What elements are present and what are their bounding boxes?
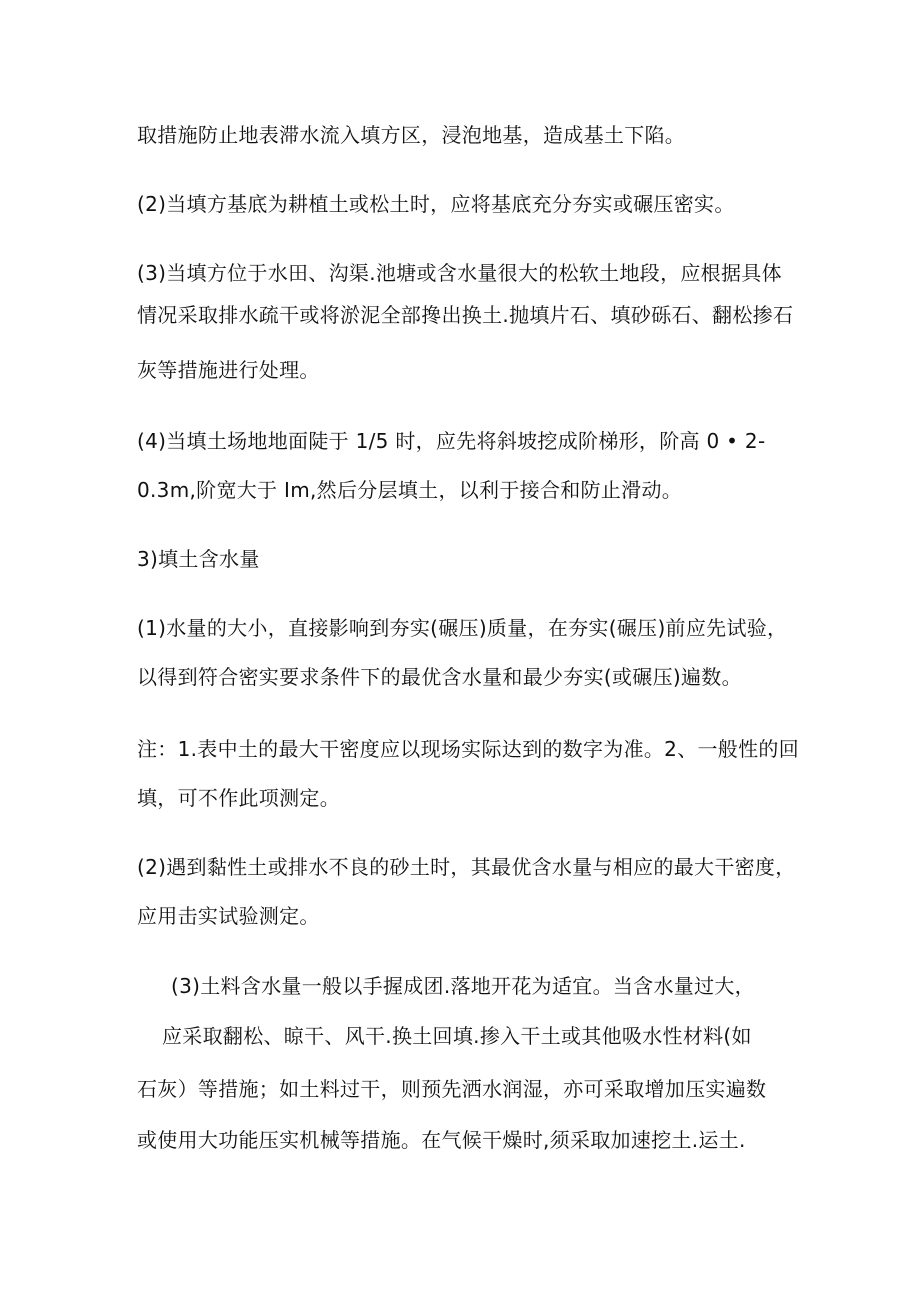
- text-line: 应采取翻松、晾干、风干.换土回填.掺入干土或其他吸水性材料(如: [162, 1024, 752, 1048]
- text-line: 灰等措施进行处理。: [137, 358, 320, 382]
- text-line: (3)土料含水量一般以手握成团.落地开花为适宜。当含水量过大，: [171, 974, 755, 998]
- text-line: (2)当填方基底为耕植土或松土时，应将基底充分夯实或碾压密实。: [137, 192, 735, 216]
- text-line: (2)遇到黏性土或排水不良的砂土时，其最优含水量与相应的最大干密度，: [137, 855, 796, 879]
- text-line: (1)水量的大小，直接影响到夯实(碾压)质量，在夯实(碾压)前应先试验，: [137, 616, 788, 640]
- text-line: (3)当填方位于水田、沟渠.池塘或含水量很大的松软土地段，应根据具体: [137, 261, 782, 285]
- note-line: 注：1.表中土的最大干密度应以现场实际达到的数字为准。2、一般性的回: [137, 737, 800, 761]
- text-line: 石灰）等措施；如土料过干，则预先洒水润湿，亦可采取增加压实遍数: [137, 1077, 767, 1101]
- text-line: 情况采取排水疏干或将淤泥全部搀出换土.抛填片石、填砂砾石、翻松掺石: [137, 303, 794, 327]
- text-line: 取措施防止地表滞水流入填方区，浸泡地基，造成基土下陷。: [137, 123, 686, 147]
- text-line: 0.3m,阶宽大于 Im,然后分层填土，以利于接合和防止滑动。: [137, 478, 683, 502]
- text-line: (4)当填土场地地面陡于 1/5 时，应先将斜坡挖成阶梯形，阶高 0 • 2-: [137, 429, 766, 453]
- text-line: 以得到符合密实要求条件下的最优含水量和最少夯实(或碾压)遍数。: [137, 665, 742, 689]
- section-heading: 3)填土含水量: [137, 547, 260, 571]
- text-line: 或使用大功能压实机械等措施。在气候干燥时,须采取加速挖土.运土.: [137, 1128, 746, 1152]
- text-line: 应用击实试验测定。: [137, 904, 320, 928]
- note-line: 填，可不作此项测定。: [137, 786, 340, 810]
